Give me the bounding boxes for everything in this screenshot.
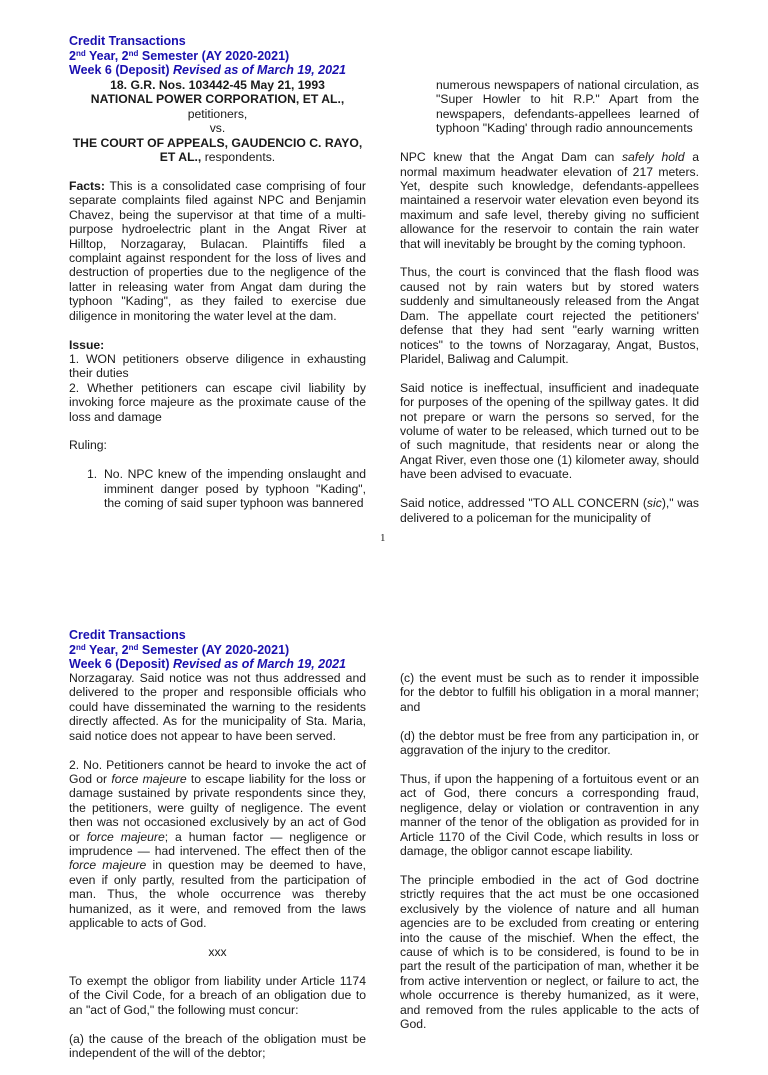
right-column [400, 671, 699, 1046]
respondent-caption [69, 136, 366, 165]
page-number: 1 [380, 532, 386, 544]
course-header [69, 34, 346, 78]
header-sup: nd [128, 642, 139, 652]
notice-sic: sic [646, 496, 662, 511]
requisite-d: (d) the debtor must be free from any participation in, or aggravation of the injury to the creditor. [400, 728, 699, 758]
header-revised-date: Revised as of March 19, 2021 [172, 657, 346, 671]
fortuitous-event-paragraph: Thus, if upon the happening of a fortuitous event or an act of God, there concurs a corresponding fraud, negligence, delay or violation or contravention in any manner of the tenor of the obligation as provided for in Article 1170 of the Civil Code, which results in loss or damage, the obligor cannot escape liability. [400, 772, 699, 859]
header-sup: nd [128, 48, 139, 58]
act-of-god-doctrine-paragraph: The principle embodied in the act of God doctrine strictly requires that the act must be one occasioned exclusively by the violence of nature and all human agencies are to be excluded from creating or entering into the cause of the mischief. When the effect, the cause of which is to be considered, is found to be in part the result of the participation of man, whether it be from active intervention or neglect, or failure to act, the whole occurrence is thereby humanized, as it were, and removed from the rules applicable to the acts of God. [400, 872, 699, 1032]
continued-paragraph: numerous newspapers of national circulation, as "Super Howler to hit R.P." Apart from the newspapers, defendants-appellees learned of typhoon "Kading' through radio announcements [436, 78, 699, 136]
notice-address-paragraph [400, 496, 699, 525]
issue-1: 1. WON petitioners observe diligence in exhausting their duties [69, 351, 366, 381]
respondent-role: respondents. [201, 150, 276, 165]
header-year-semester [69, 49, 346, 64]
dam-text-b: a normal maximum headwater elevation of 217 meters. Yet, despite such knowledge, defendants-appellees maintained a reservoir water elevation even beyond its maximum and safe level, thereby giving no sufficient allowance for the reservoir to contain the rain water that will inevitably be brought by the coming typhoon. [400, 150, 700, 251]
notice-paragraph: Said notice is ineffectual, insufficient and inadequate for purposes of the opening of the spillway gates. It did not prepare or warn the persons so served, for the volume of water to be released, which turned out to be of such magnitude, that residents near or along the Angat River, even those one (1) kilometer away, should have been advised to evacuate. [400, 380, 699, 482]
dam-text-emphasis: safely hold [621, 150, 685, 165]
document-page-2 [0, 600, 768, 1060]
header-sup: nd [75, 642, 86, 652]
omission-marker: xxx [208, 944, 227, 959]
ruling-2-text-a: 2. No. Petitioners cannot be heard to invoke the act of God or [69, 757, 366, 786]
article-1174-paragraph: To exempt the obligor from liability under Article 1174 of the Civil Code, for a breach of an obligation due to an "act of God," the following must concur: [69, 973, 366, 1017]
course-header [69, 628, 346, 672]
ruling-2-text-b: to escape liability for the loss or damage sustained by private respondents since they, the petitioners, were guilty of negligence. The event then was not occasioned exclusively by an act of God or [69, 771, 366, 844]
ruling-2-emphasis: force majeure [69, 858, 147, 873]
header-semester-text: Semester (AY 2020-2021) [138, 48, 290, 63]
header-semester-text: Semester (AY 2020-2021) [138, 642, 290, 657]
flood-paragraph: Thus, the court is convinced that the flash flood was caused not by rain waters but by stored waters suddenly and simultaneously released from the Angat Dam. The appellate court rejected the petitioners' defense that they had sent "early warning written notices" to the towns of Norzagaray, Angat, Bustos, Plaridel, Baliwag and Calumpit. [400, 265, 699, 366]
left-column [69, 671, 366, 1075]
ruling-2-emphasis: force majeure [86, 829, 165, 844]
header-week-label: Week 6 (Deposit) [69, 63, 173, 77]
header-year-text: Year, 2 [85, 642, 129, 657]
dam-text-a: NPC knew that the Angat Dam can [400, 150, 622, 165]
facts-text: This is a consolidated case comprising of four separate complaints filed against NPC and Benjamin Chavez, being the supervisor at that time of a multi-purpose hydroelectric plant in the Angat River at Hilltop, Norzagaray, Bulacan. Plaintiffs filed a complaint against respondent for the loss of lives and destruction of properties due to the negligence of the latter in releasing water from Angat dam during the typhoon "Kading", as they failed to exercise due diligence in monitoring the water level at the dam. [69, 178, 366, 323]
issue-2: 2. Whether petitioners can escape civil liability by invoking force majeure as the proximate cause of the loss and damage [69, 380, 366, 424]
header-course-title: Credit Transactions [69, 34, 186, 48]
right-column [400, 78, 699, 539]
header-year-text: Year, 2 [85, 48, 129, 63]
requisite-a: (a) the cause of the breach of the obligation must be independent of the will of the debtor; [69, 1031, 366, 1060]
requisite-c: (c) the event must be such as to render it impossible for the debtor to fulfill his obligation in a moral manner; and [400, 671, 699, 714]
header-week [69, 657, 346, 672]
left-column [69, 78, 366, 511]
header-sup: nd [75, 48, 86, 58]
header-year-semester [69, 643, 346, 658]
dam-paragraph [400, 150, 699, 251]
ruling-2-text-d: in question may be deemed to have, even if only partly, resulted from the participation of man. Thus, the whole occurrence was thereby humanized, as it were, and removed from the laws applicable to acts of God. [69, 858, 366, 930]
header-week [69, 63, 346, 78]
ruling-label: Ruling: [69, 438, 107, 453]
versus: vs. [209, 121, 226, 136]
notice-text-b: )," was delivered to a policeman for the municipality of [400, 496, 699, 525]
facts-paragraph [69, 179, 366, 323]
ruling-2-paragraph [69, 758, 366, 931]
petitioner-role: petitioners, [187, 106, 248, 121]
ruling-item-1 [87, 467, 366, 510]
ruling-2-text-c: ; a human factor — negligence or imprudence — had intervened. The effect then of the [69, 829, 366, 858]
header-year-num: 2 [69, 48, 76, 63]
notice-text-a: Said notice, addressed "TO ALL CONCERN ( [400, 496, 647, 511]
petitioner-name: NATIONAL POWER CORPORATION, ET AL., [90, 92, 345, 107]
respondent-name: THE COURT OF APPEALS, GAUDENCIO C. RAYO, ET AL., [72, 135, 363, 165]
ruling-2-emphasis: force majeure [111, 771, 187, 786]
header-year-num: 2 [69, 642, 76, 657]
issue-label: Issue: [69, 337, 105, 352]
ruling-number: 1. [87, 467, 98, 482]
header-revised-date: Revised as of March 19, 2021 [172, 63, 346, 77]
header-week-label: Week 6 (Deposit) [69, 657, 173, 671]
header-course-title: Credit Transactions [69, 628, 186, 642]
notice-continued-paragraph: Norzagaray. Said notice was not thus addressed and delivered to the proper and responsible officials who could have disseminated the warning to the residents directly affected. As for the municipality of Sta. Maria, said notice does not appear to have been served. [69, 671, 366, 743]
ruling-text: No. NPC knew of the impending onslaught and imminent danger posed by typhoon "Kading", the coming of said super typhoon was bannered [104, 467, 366, 511]
facts-label: Facts: [69, 178, 105, 193]
case-number: 18. G.R. Nos. 103442-45 May 21, 1993 [110, 78, 325, 92]
